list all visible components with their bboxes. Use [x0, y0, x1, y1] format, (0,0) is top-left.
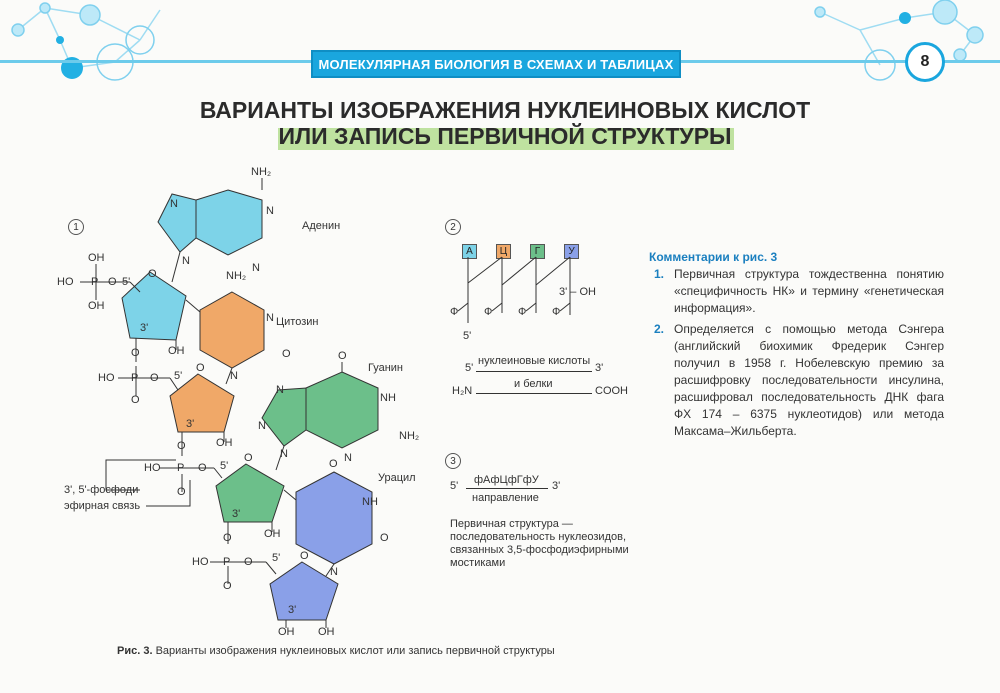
adenine-n3: N [252, 262, 260, 274]
o-3: O [198, 462, 207, 474]
comment-item [654, 321, 944, 440]
sugar-4 [270, 562, 338, 620]
protein-start: H₂N [452, 385, 473, 397]
figure3-marker: 3 [445, 453, 461, 469]
primary-structure-desc-2: последовательность нуклеозидов, [450, 531, 626, 543]
adenine-ring [196, 190, 262, 255]
direction-label: направление [472, 492, 539, 504]
o-link-2: O [177, 440, 186, 452]
guanine-label: Гуанин [368, 362, 404, 374]
oh-sugar-3: OH [264, 528, 281, 540]
comments-title: Комментарии к рис. 3 [649, 250, 778, 264]
figure2-marker: 2 [445, 219, 461, 235]
comment-item [654, 266, 944, 317]
o-uracil: O [329, 458, 338, 470]
guanine-nh: NH [380, 392, 396, 404]
sugar-3 [216, 464, 284, 522]
p-3: P [177, 462, 185, 474]
sugar-2 [170, 374, 234, 432]
page-number: 8 [905, 42, 945, 82]
o-1: O [108, 276, 117, 288]
phi-1: Ф [450, 306, 459, 318]
primary-structure-desc-1: Первичная структура — [450, 518, 573, 530]
c3-1: 3' [140, 322, 149, 334]
adenine-n4: N [182, 255, 190, 267]
protein-label: и белки [514, 378, 553, 390]
caption-text: Варианты изображения нуклеиновых кислот или запись первичной структуры [152, 645, 555, 657]
bond-label-2: эфирная связь [64, 500, 141, 512]
seq-3: 3' [552, 480, 561, 492]
comment-number: 1. [654, 267, 665, 281]
header-banner: МОЛЕКУЛЯРНАЯ БИОЛОГИЯ В СХЕМАХ И ТАБЛИЦАХ [311, 50, 681, 78]
c5-1: 5' [122, 276, 131, 288]
guanine-ring-5 [262, 388, 306, 446]
o-ring-2: O [196, 362, 205, 374]
strand-3oh: 3' – OH [559, 286, 596, 298]
uracil-nh: NH [362, 496, 378, 508]
ho-3: HO [144, 462, 161, 474]
title-line-1: ВАРИАНТЫ ИЗОБРАЖЕНИЯ НУКЛЕИНОВЫХ КИСЛОТ [199, 97, 811, 123]
guanine-n2: N [258, 420, 266, 432]
o-guanine: O [338, 350, 347, 362]
letter-box-c: Ц [496, 244, 511, 259]
uracil-n: N [330, 566, 338, 578]
oh-1b: OH [88, 300, 105, 312]
strand-5: 5' [463, 330, 472, 342]
protein-end: COOH [595, 385, 628, 397]
figure1-marker: 1 [68, 219, 84, 235]
oh-top: OH [88, 252, 105, 264]
na-5: 5' [465, 362, 474, 374]
o-2b: O [131, 394, 140, 406]
na-3: 3' [595, 362, 604, 374]
c3-3: 3' [232, 508, 241, 520]
c5-4: 5' [272, 552, 281, 564]
uracil-label: Урацил [378, 472, 416, 484]
figure-caption [117, 645, 555, 657]
sequence-line [466, 488, 548, 489]
p-2: P [131, 372, 139, 384]
c3-4: 3' [288, 604, 297, 616]
phi-2: Ф [484, 306, 493, 318]
o-link-3: O [223, 532, 232, 544]
oh-sugar-4a: OH [278, 626, 295, 638]
protein-line [476, 393, 592, 394]
letter-box-a: А [462, 244, 477, 259]
guanine-ring [306, 372, 378, 448]
phi-4: Ф [552, 306, 561, 318]
bond-label-1: 3', 5'-фосфоди [64, 484, 139, 496]
nh2-cytosine: NH₂ [226, 270, 247, 282]
adenine-n2: N [170, 198, 178, 210]
ho-1: HO [57, 276, 74, 288]
c3-2: 3' [186, 418, 195, 430]
cytosine-label: Цитозин [276, 316, 319, 328]
comment-text: Первичная структура тождественна понятию «специфичность НК» и термину «генетическая информация». [674, 267, 944, 315]
cytosine-n: N [266, 312, 274, 324]
o-link-1: O [131, 347, 140, 359]
o-4b: O [223, 580, 232, 592]
comments-list [654, 266, 944, 444]
letter-box-g: Г [530, 244, 545, 259]
guanine-nh2: NH₂ [399, 430, 420, 442]
ho-4: HO [192, 556, 209, 568]
guanine-n1: N [276, 384, 284, 396]
o-3b: O [177, 486, 186, 498]
o-ring-4: O [300, 550, 309, 562]
o-ring-3: O [244, 452, 253, 464]
p-1: P [91, 276, 99, 288]
uracil-o2: O [380, 532, 389, 544]
comment-text: Определяется с помощью метода Сэнгера (английский биохимик Фредерик Сэнгер получил в 1958 г. Нобелевскую премию за расшифровку последовательности инсулина, расшифровал последовательность ДНК фага ФХ 174 – 6375 нуклеотидов) или метода Максама–Жильберта. [674, 322, 944, 438]
comment-number: 2. [654, 322, 665, 336]
na-line [476, 371, 592, 372]
nh2-adenine: NH₂ [251, 166, 272, 178]
o-4: O [244, 556, 253, 568]
cytosine-o: O [282, 348, 291, 360]
ho-2: HO [98, 372, 115, 384]
o-ring-1: O [148, 268, 157, 280]
adenine-label: Аденин [302, 220, 341, 232]
oh-sugar-1: OH [168, 345, 185, 357]
cytosine-n2: N [230, 370, 238, 382]
caption-label: Рис. 3. [117, 645, 153, 657]
oh-sugar-2: OH [216, 437, 233, 449]
sugar-1 [122, 272, 186, 340]
p-4: P [223, 556, 231, 568]
oh-sugar-4b: OH [318, 626, 335, 638]
sequence: фАфЦфГфУ [474, 474, 539, 486]
phi-3: Ф [518, 306, 527, 318]
na-label: нуклеиновые кислоты [478, 355, 591, 367]
c5-2: 5' [174, 370, 183, 382]
o-2: O [150, 372, 159, 384]
letter-box-u: У [564, 244, 579, 259]
guanine-n4: N [280, 448, 288, 460]
adenine-n1: N [266, 205, 274, 217]
seq-5: 5' [450, 480, 459, 492]
guanine-n3: N [344, 452, 352, 464]
primary-structure-desc-3: связанных 3,5-фосфодиэфирными [450, 544, 629, 556]
primary-structure-desc-4: мостиками [450, 557, 506, 569]
cytosine-ring [200, 292, 264, 368]
title-line-2: ИЛИ ЗАПИСЬ ПЕРВИЧНОЙ СТРУКТУРЫ [278, 123, 732, 149]
c5-3: 5' [220, 460, 229, 472]
